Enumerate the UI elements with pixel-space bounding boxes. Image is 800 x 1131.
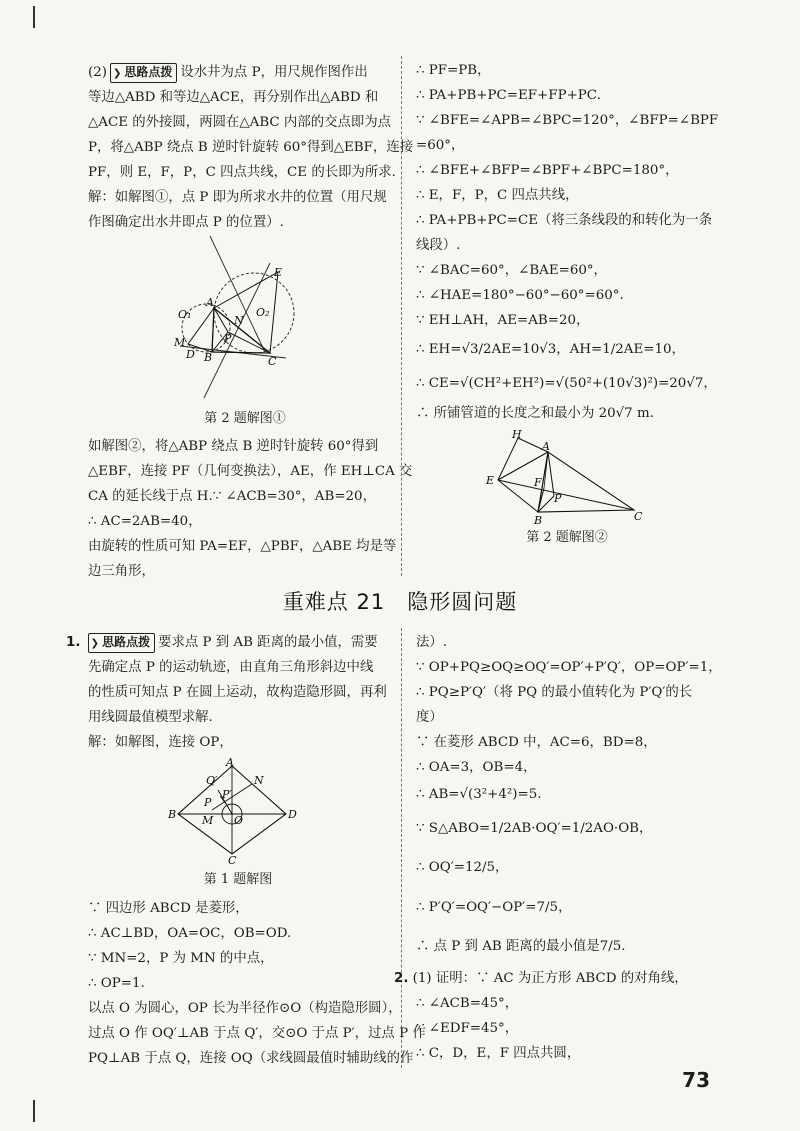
chevron-right-icon: ❯ <box>90 638 100 649</box>
label-N: N <box>254 774 264 787</box>
binding-mark-top <box>33 6 35 28</box>
text-line: 度） <box>416 710 443 725</box>
text-line: ∴ AC⊥BD，OA=OC，OB=OD. <box>88 926 292 941</box>
text-line: 如解图②，将△ABP 绕点 B 逆时针旋转 60°得到 <box>88 439 379 454</box>
hint-tag: ❯ 思路点拨 <box>88 633 155 653</box>
label-C: C <box>634 510 643 523</box>
question-number: 1. <box>66 635 81 650</box>
label-P: P <box>224 332 232 345</box>
label-O: O <box>234 814 244 827</box>
text-line: ∴ ∠HAE=180°−60°−60°=60°. <box>416 288 624 303</box>
text-line: ∴ P′Q′=OQ′−OP′=7/5， <box>416 900 572 915</box>
text-line: 作图确定出水井即点 P 的位置）. <box>88 215 284 230</box>
label-Q-prime: Q′ <box>206 774 218 787</box>
text-line: =60°， <box>416 138 465 153</box>
label-N: N <box>234 314 244 327</box>
text-line: 边三角形， <box>88 564 155 579</box>
question-number: 2. <box>394 971 409 986</box>
label-C: C <box>268 355 277 368</box>
part-label: (2) <box>88 65 107 80</box>
text-line: 由旋转的性质可知 PA=EF，△PBF，△ABE 均是等 <box>88 539 397 554</box>
text-line: ∴ EH=√3/2AE=10√3，AH=1/2AE=10， <box>416 342 685 357</box>
page-number: 73 <box>682 1068 710 1092</box>
text-line: 以点 O 为圆心，OP 长为半径作⊙O（构造隐形圆）， <box>88 1001 402 1016</box>
text-line: P，将△ABP 绕点 B 逆时针旋转 60°得到△EBF，连接 <box>88 140 414 155</box>
text-line: PQ⊥AB 于点 Q，连接 OQ（求线圆最值时辅助线的作 <box>88 1051 414 1066</box>
text-line: 用线圆最值模型求解. <box>88 710 213 725</box>
text-line: ∴ CE=√(CH²+EH²)=√(50²+(10√3)²)=20√7， <box>416 376 717 391</box>
text-line: 等边△ABD 和等边△ACE，再分别作出△ABD 和 <box>88 90 379 105</box>
text-line: △ACE 的外接圆，两圆在△ABC 内部的交点即为点 <box>88 115 392 130</box>
figure-2-2-caption: 第 2 题解图② <box>526 530 608 545</box>
label-A: A <box>542 440 550 453</box>
text-line: ∴ 点 P 到 AB 距离的最小值是7/5. <box>416 939 626 954</box>
label-C: C <box>228 854 237 866</box>
text-line: ∴ PF=PB， <box>416 63 491 78</box>
binding-mark-bottom <box>33 1100 35 1122</box>
segment-pa <box>548 452 554 496</box>
top-right-column <box>416 58 719 426</box>
text-line: ∴ PA+PB+PC=EF+FP+PC. <box>416 88 601 103</box>
column-divider-top <box>401 56 402 576</box>
text-line: 要求点 P 到 AB 距离的最小值，需要 <box>158 635 378 650</box>
text-line: ∴ AC=2AB=40， <box>88 514 202 529</box>
figure-1-caption: 第 1 题解图 <box>203 872 273 887</box>
text-line: ∵ S△ABO=1/2AB·OQ′=1/2AO·OB， <box>416 821 653 836</box>
bottom-left-column-2 <box>88 896 426 1071</box>
text-line: ∴ OA=3，OB=4， <box>416 760 537 775</box>
label-F: F <box>534 476 542 489</box>
segment-pa <box>214 308 228 332</box>
label-P: P <box>554 492 562 505</box>
text-line: ∵ ∠BFE=∠APB=∠BPC=120°，∠BFP=∠BPF <box>416 113 719 128</box>
figure-1 <box>168 758 308 866</box>
figure-2-1-caption: 第 2 题解图① <box>204 411 286 426</box>
text-line: ∵ ∠EDF=45°， <box>416 1021 519 1036</box>
label-E: E <box>274 266 283 279</box>
label-B: B <box>204 351 213 364</box>
chevron-right-icon: ❯ <box>112 68 122 79</box>
triangle-abd <box>188 308 214 352</box>
text-line: (1) 证明：∵ AC 为正方形 ABCD 的对角线， <box>412 971 688 986</box>
text-line: ∴ OQ′=12/5， <box>416 860 509 875</box>
label-M: M <box>174 336 186 349</box>
top-left-column-2 <box>88 434 413 584</box>
label-M: M <box>202 814 214 827</box>
segment-pc <box>228 332 270 353</box>
text-line: ∴ AB=√(3²+4²)=5. <box>416 787 542 802</box>
bottom-right-column <box>394 630 726 1066</box>
text-line: 先确定点 P 的运动轨迹，由直角三角形斜边中线 <box>88 660 374 675</box>
label-O1: O₁ <box>178 308 192 321</box>
text-line: ∵ 在菱形 ABCD 中，AC=6，BD=8， <box>416 735 657 750</box>
text-line: ∴ PA+PB+PC=CE（将三条线段的和转化为一条 <box>416 213 713 228</box>
label-P-prime: P′ <box>222 788 232 801</box>
text-line: 解：如解图，连接 OP， <box>88 735 233 750</box>
text-line: ∵ OP+PQ≥OQ≥OQ′=OP′+P′Q′，OP=OP′=1， <box>416 660 722 675</box>
text-line: ∴ OP=1. <box>88 976 145 991</box>
text-line: ∵ EH⊥AH，AE=AB=20， <box>416 313 590 328</box>
text-line: ∴ ∠ACB=45°， <box>416 996 519 1011</box>
text-line: ∵ 四边形 ABCD 是菱形， <box>88 901 249 916</box>
text-line: ∴ PQ≥P′Q′（将 PQ 的最小值转化为 P′Q′的长 <box>416 685 693 700</box>
segment-ec <box>498 480 634 510</box>
text-line: 线段）. <box>416 238 461 253</box>
top-left-column <box>88 60 414 235</box>
label-D: D <box>186 348 195 361</box>
text-line: △EBF，连接 PF（几何变换法），AE，作 EH⊥CA 交 <box>88 464 413 479</box>
text-line: 法）. <box>416 635 448 650</box>
text-line: PF，则 E，F，P，C 四点共线，CE 的长即为所求. <box>88 165 396 180</box>
label-A: A <box>226 758 234 769</box>
text-line: ∴ ∠BFE+∠BFP=∠BPF+∠BPC=180°， <box>416 163 679 178</box>
hint-tag: ❯ 思路点拨 <box>110 63 177 83</box>
label-P: P <box>204 796 212 809</box>
label-O2: O₂ <box>256 306 270 319</box>
text-line: ∵ ∠BAC=60°，∠BAE=60°， <box>416 263 607 278</box>
text-line: CA 的延长线于点 H.∵ ∠ACB=30°，AB=20， <box>88 489 376 504</box>
figure-2-1 <box>160 228 320 408</box>
text-line: 设水井为点 P，用尺规作图作出 <box>180 65 368 80</box>
text-line: 解：如解图①，点 P 即为所求水井的位置（用尺规 <box>88 190 387 205</box>
text-line: 过点 O 作 OQ′⊥AB 于点 Q′，交⊙O 于点 P′，过点 P 作 <box>88 1026 426 1041</box>
label-B: B <box>534 514 543 527</box>
label-H: H <box>512 428 522 441</box>
construction-line <box>204 263 270 398</box>
text-line: 的性质可知点 P 在圆上运动，故构造隐形圆，再利 <box>88 685 387 700</box>
section-title: 重难点 21 隐形圆问题 <box>282 590 518 614</box>
label-A: A <box>206 296 214 309</box>
label-B: B <box>168 808 177 821</box>
label-D: D <box>288 808 297 821</box>
text-line: ∴ E，F，P，C 四点共线， <box>416 188 579 203</box>
label-E: E <box>486 474 495 487</box>
bottom-left-column <box>66 630 388 755</box>
text-line: ∵ MN=2，P 为 MN 的中点， <box>88 951 274 966</box>
construction-line <box>210 236 264 350</box>
figure-2-2 <box>484 428 654 528</box>
text-line: ∴ 所铺管道的长度之和最小为 20√7 m. <box>416 406 654 421</box>
text-line: ∴ C，D，E，F 四点共圆， <box>416 1046 581 1061</box>
segment-he <box>498 438 518 480</box>
